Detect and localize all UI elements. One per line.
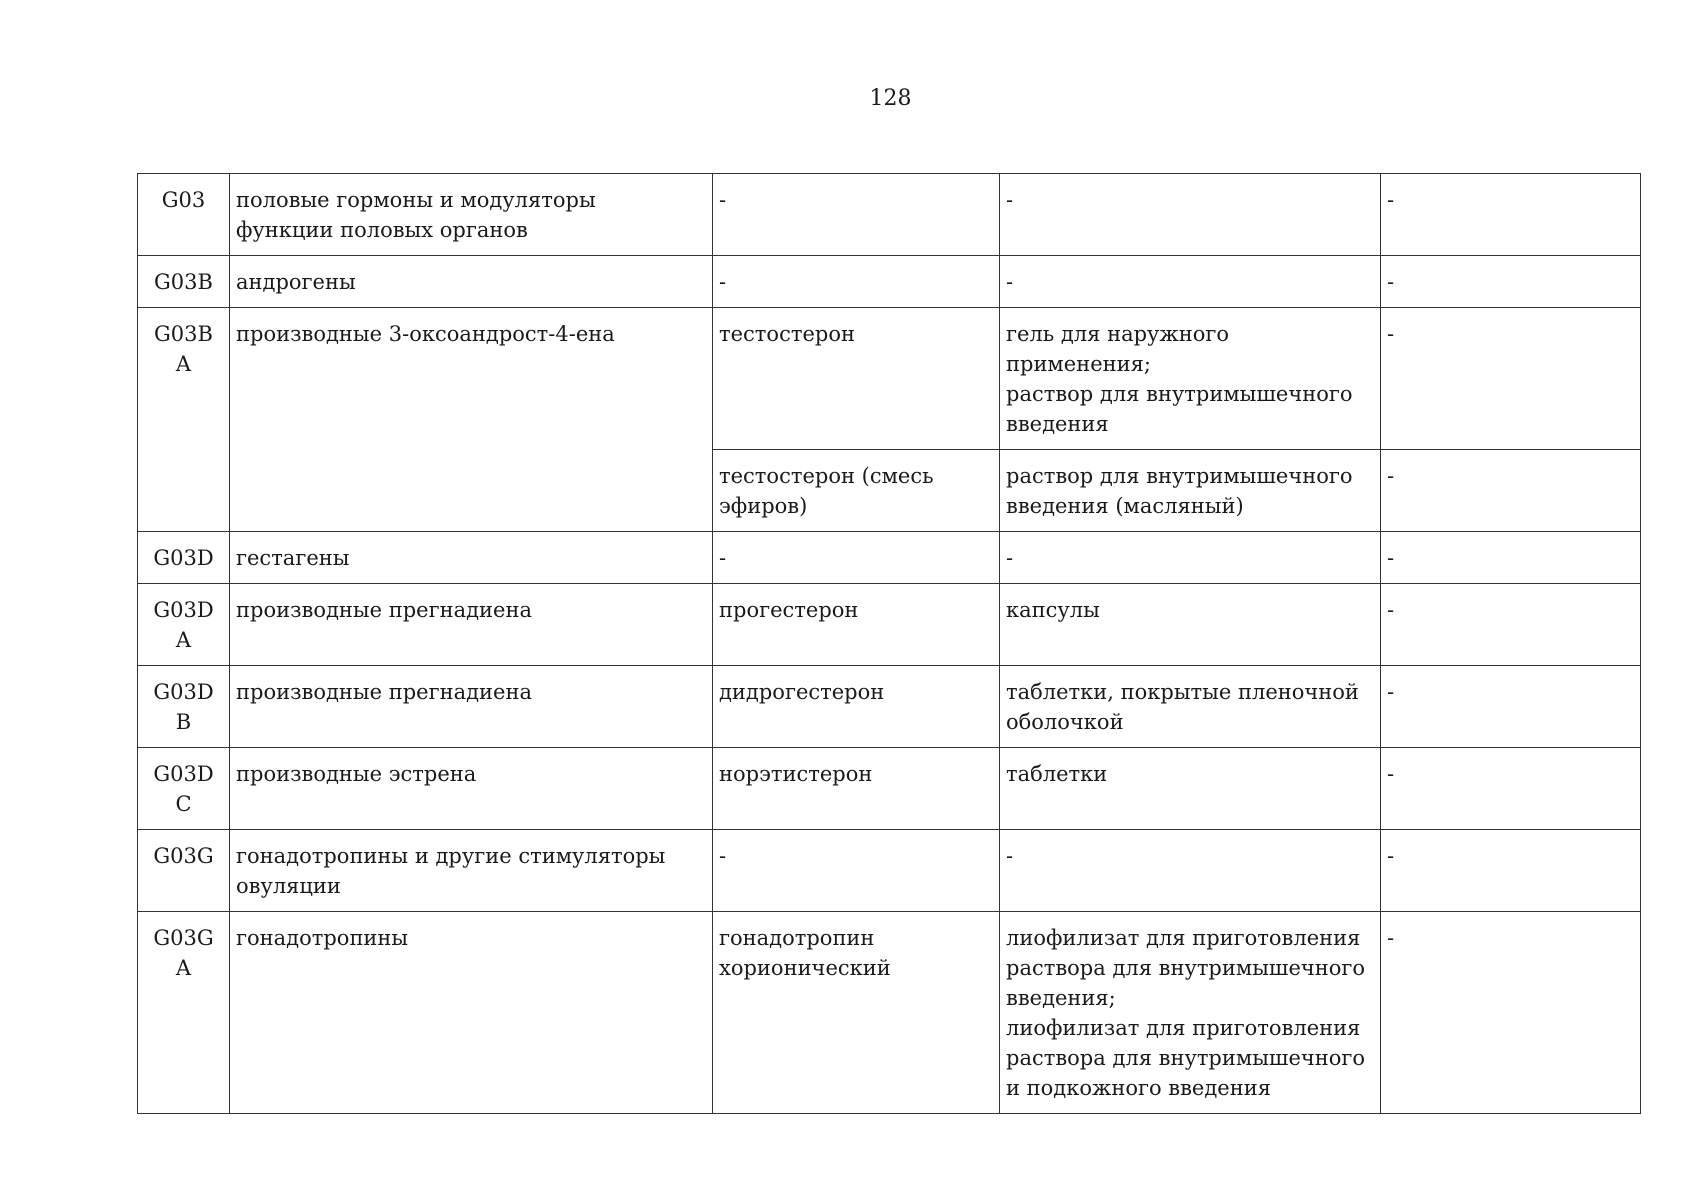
table-row — [138, 666, 1641, 748]
extra-cell: - — [1381, 830, 1641, 912]
extra-cell: - — [1381, 308, 1641, 450]
table-row — [138, 748, 1641, 830]
group-name-cell: андрогены — [230, 256, 713, 308]
extra-cell: - — [1381, 666, 1641, 748]
group-name-cell: гестагены — [230, 532, 713, 584]
group-name-cell: производные 3-оксоандрост-4-ена — [230, 308, 713, 532]
drug-name-cell: норэтистерон — [713, 748, 1000, 830]
drug-name-cell: - — [713, 532, 1000, 584]
dosage-form-cell: раствор для внутримышечного введения (масляный) — [1000, 450, 1381, 532]
extra-cell: - — [1381, 450, 1641, 532]
drug-name-cell: - — [713, 174, 1000, 256]
dosage-form-cell: лиофилизат для приготовления раствора для внутримышечного введения; лиофилизат для приготовления раствора для внутримышечного и подкожного введения — [1000, 912, 1381, 1114]
group-name-cell: производные прегнадиена — [230, 666, 713, 748]
drug-name-cell: - — [713, 256, 1000, 308]
dosage-form-cell: - — [1000, 256, 1381, 308]
table-row — [138, 584, 1641, 666]
table-row — [138, 532, 1641, 584]
dosage-form-cell: гель для наружного применения; раствор для внутримышечного введения — [1000, 308, 1381, 450]
atc-code-cell: G03D — [138, 532, 230, 584]
extra-cell: - — [1381, 532, 1641, 584]
group-name-cell: производные эстрена — [230, 748, 713, 830]
atc-code-cell: G03D A — [138, 584, 230, 666]
atc-code-cell: G03G A — [138, 912, 230, 1114]
drug-classification-table — [137, 173, 1641, 1114]
extra-cell: - — [1381, 256, 1641, 308]
drug-name-cell: дидрогестерон — [713, 666, 1000, 748]
atc-code-cell: G03 — [138, 174, 230, 256]
atc-code-cell: G03D C — [138, 748, 230, 830]
table-row — [138, 256, 1641, 308]
drug-name-cell: прогестерон — [713, 584, 1000, 666]
group-name-cell: гонадотропины и другие стимуляторы овуляции — [230, 830, 713, 912]
group-name-cell: производные прегнадиена — [230, 584, 713, 666]
table-row — [138, 830, 1641, 912]
group-name-cell: гонадотропины — [230, 912, 713, 1114]
drug-name-cell: - — [713, 830, 1000, 912]
drug-name-cell: гонадотропин хорионический — [713, 912, 1000, 1114]
extra-cell: - — [1381, 748, 1641, 830]
dosage-form-cell: капсулы — [1000, 584, 1381, 666]
table-row — [138, 912, 1641, 1114]
dosage-form-cell: таблетки — [1000, 748, 1381, 830]
dosage-form-cell: - — [1000, 532, 1381, 584]
drug-name-cell: тестостерон (смесь эфиров) — [713, 450, 1000, 532]
group-name-cell: половые гормоны и модуляторы функции половых органов — [230, 174, 713, 256]
dosage-form-cell: - — [1000, 174, 1381, 256]
atc-code-cell: G03G — [138, 830, 230, 912]
extra-cell: - — [1381, 174, 1641, 256]
atc-code-cell: G03B A — [138, 308, 230, 532]
extra-cell: - — [1381, 912, 1641, 1114]
page-number: 128 — [869, 86, 912, 111]
table-row — [138, 174, 1641, 256]
drug-name-cell: тестостерон — [713, 308, 1000, 450]
table-row — [138, 308, 1641, 450]
atc-code-cell: G03B — [138, 256, 230, 308]
extra-cell: - — [1381, 584, 1641, 666]
dosage-form-cell: таблетки, покрытые пленочной оболочкой — [1000, 666, 1381, 748]
dosage-form-cell: - — [1000, 830, 1381, 912]
atc-code-cell: G03D B — [138, 666, 230, 748]
